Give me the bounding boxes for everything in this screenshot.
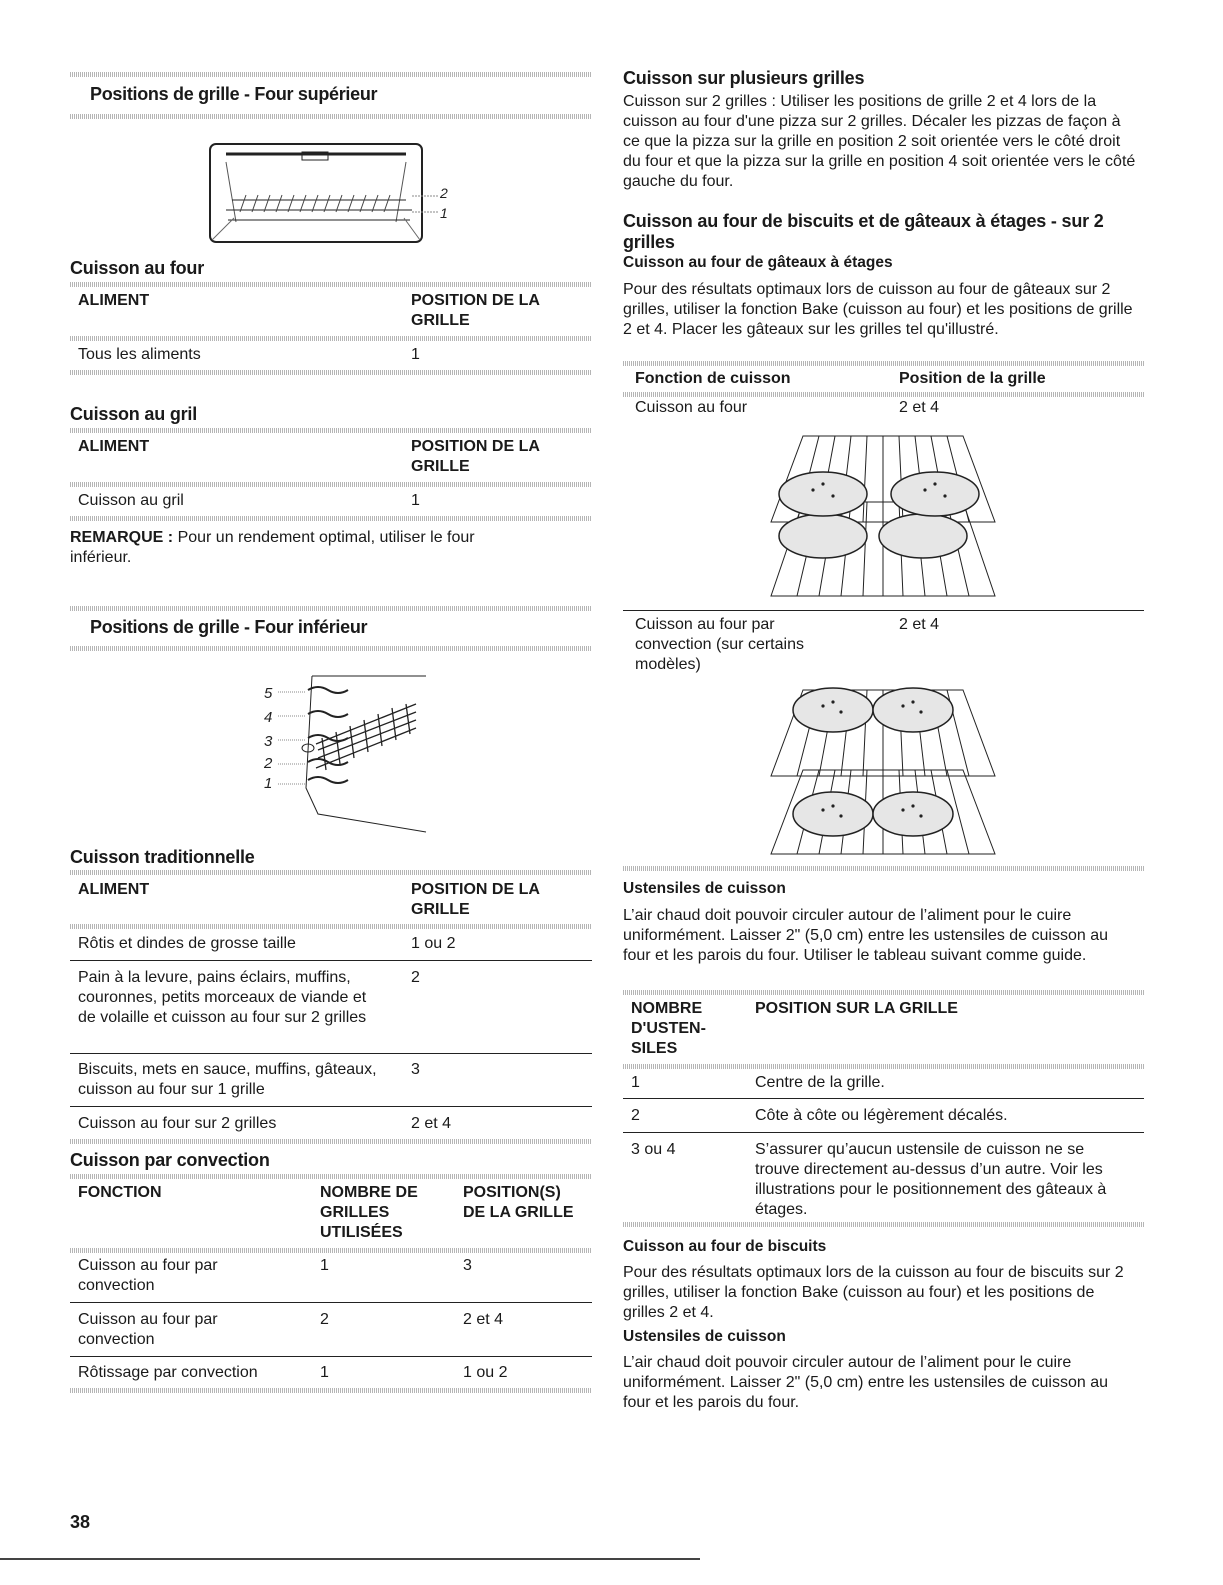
table-cell: 2 et 4: [411, 1115, 452, 1132]
divider: [70, 646, 592, 651]
rack-label: 3: [264, 733, 273, 750]
utensils-title: Ustensiles de cuisson: [623, 880, 786, 897]
table-cell: 3: [411, 1061, 420, 1078]
layer-cakes-title: Cuisson au four de biscuits et de gâteaux à étages - sur 2 grilles: [623, 211, 1104, 252]
divider: [70, 370, 592, 375]
page-number: 38: [70, 1512, 91, 1532]
col-header: FONCTION: [78, 1184, 162, 1201]
row-divider: [70, 1302, 592, 1303]
table-cell: 3 ou 4: [631, 1141, 676, 1158]
left-column: [70, 0, 592, 1500]
rack-label: 4: [264, 709, 273, 726]
table-cell: 3: [463, 1257, 472, 1274]
utensils2-text: L’air chaud doit pouvoir circuler autour de l’aliment pour le cuire uniformément. Laisser 2" (5,0 cm) entre les ustensiles de cuisson au four et les parois du four.: [623, 1354, 1109, 1411]
table-cell: 1: [411, 346, 420, 363]
divider: [70, 72, 592, 77]
table-cell: S’assurer qu’aucun ustensile de cuisson ne se trouve directement au-dessus d’un autre. Voir les illustrations pour le positionnement des gâteaux à étages.: [755, 1141, 1107, 1218]
col-header: ALIMENT: [78, 292, 150, 309]
table-cell: 2 et 4: [899, 399, 940, 416]
bake-title: Cuisson au four: [70, 258, 205, 278]
utensils2-title: Ustensiles de cuisson: [623, 1328, 786, 1345]
divider: [623, 392, 1144, 397]
table-cell: Pain à la levure, pains éclairs, muffins, couronnes, petits morceaux de viande et de volaille et cuisson au four sur 2 grilles: [78, 969, 367, 1026]
col-header: POSITION DE LA GRILLE: [411, 292, 540, 329]
divider: [70, 606, 592, 611]
divider: [70, 1174, 592, 1179]
lower-oven-diagram: [256, 668, 436, 838]
row-divider: [70, 1053, 592, 1054]
divider: [70, 870, 592, 875]
utensils-text: L’air chaud doit pouvoir circuler autour de l’aliment pour le cuire uniformément. Laisser 2" (5,0 cm) entre les ustensiles de cuisson au four et les parois du four. Utiliser le tableau suivant comme guide.: [623, 907, 1109, 964]
col-header: ALIMENT: [78, 881, 150, 898]
table-cell: Cuisson au four par convection: [78, 1257, 218, 1294]
table-cell: 1: [631, 1074, 640, 1091]
table-cell: 2 et 4: [899, 616, 940, 633]
layer-cakes-text: Pour des résultats optimaux lors de cuisson au four de gâteaux sur 2 grilles, utiliser la fonction Bake (cuisson au four) et les positions de grille 2 et 4. Placer les gâteaux sur les grilles tel qu'illustré.: [623, 281, 1133, 338]
lower-oven-title: Positions de grille - Four inférieur: [90, 617, 368, 637]
col-header: Fonction de cuisson: [635, 370, 791, 387]
cake-rack-illustration: [763, 432, 1003, 604]
divider: [623, 1064, 1144, 1069]
broil-title: Cuisson au gril: [70, 404, 198, 424]
table-cell: 1: [320, 1257, 329, 1274]
bottom-rule: [0, 1558, 700, 1560]
divider: [70, 516, 592, 521]
cookies-text: Pour des résultats optimaux lors de la cuisson au four de biscuits sur 2 grilles, utiliser la fonction Bake (cuisson au four) et les positions de grilles 2 et 4.: [623, 1264, 1124, 1321]
table-cell: Cuisson au four par convection (sur certains modèles): [635, 616, 804, 673]
divider: [70, 1139, 592, 1144]
col-header: ALIMENT: [78, 438, 150, 455]
table-cell: 1 ou 2: [411, 935, 456, 952]
table-cell: Cuisson au gril: [78, 492, 184, 509]
layer-cakes-subtitle: Cuisson au four de gâteaux à étages: [623, 254, 893, 271]
table-cell: Cuisson au four sur 2 grilles: [78, 1115, 277, 1132]
right-column: [623, 0, 1144, 1500]
divider: [70, 1248, 592, 1253]
divider: [70, 114, 592, 119]
divider: [70, 336, 592, 341]
note-text: Pour un rendement optimal, utiliser le four inférieur.: [70, 529, 475, 566]
divider: [70, 282, 592, 287]
rack-label: 1: [264, 775, 273, 792]
table-cell: 1 ou 2: [463, 1364, 508, 1381]
rack-label: 1: [440, 205, 448, 221]
col-header: NOMBRE DE GRILLES UTILISÉES: [320, 1184, 418, 1241]
cake-rack-illustration-convection: [763, 686, 1003, 858]
col-header: Position de la grille: [899, 370, 1046, 387]
col-header: POSITION SUR LA GRILLE: [755, 1000, 958, 1017]
row-divider: [70, 960, 592, 961]
col-header: POSITION DE LA GRILLE: [411, 881, 540, 918]
note: [70, 528, 540, 568]
table-cell: 2: [320, 1311, 329, 1328]
table-cell: Rôtis et dindes de grosse taille: [78, 935, 296, 952]
col-header: NOMBRE D'USTEN- SILES: [631, 1000, 706, 1057]
divider: [70, 1388, 592, 1393]
table-cell: Côte à côte ou légèrement décalés.: [755, 1107, 1008, 1124]
upper-oven-diagram: [206, 140, 456, 248]
table-cell: 2 et 4: [463, 1311, 504, 1328]
divider: [623, 1222, 1144, 1227]
table-cell: 2: [631, 1107, 640, 1124]
divider: [623, 990, 1144, 995]
row-divider: [70, 1106, 592, 1107]
upper-oven-title: Positions de grille - Four supérieur: [90, 84, 378, 104]
cookies-title: Cuisson au four de biscuits: [623, 1238, 827, 1255]
divider: [70, 924, 592, 929]
row-divider: [623, 610, 1144, 611]
rack-label: 5: [264, 685, 273, 702]
row-divider: [623, 1132, 1144, 1133]
row-divider: [623, 1098, 1144, 1099]
divider: [623, 361, 1144, 366]
note-label: REMARQUE :: [70, 529, 174, 546]
table-cell: 2: [411, 969, 420, 986]
rack-label: 2: [440, 185, 448, 201]
table-cell: Cuisson au four: [635, 399, 748, 416]
multi-rack-title: Cuisson sur plusieurs grilles: [623, 68, 865, 88]
col-header: POSITION DE LA GRILLE: [411, 438, 540, 475]
table-cell: Tous les aliments: [78, 346, 201, 363]
col-header: POSITION(S) DE LA GRILLE: [463, 1184, 574, 1221]
table-cell: 1: [320, 1364, 329, 1381]
table-cell: Cuisson au four par convection: [78, 1311, 218, 1348]
rack-label: 2: [264, 755, 273, 772]
table-cell: 1: [411, 492, 420, 509]
table-cell: Centre de la grille.: [755, 1074, 885, 1091]
traditional-title: Cuisson traditionnelle: [70, 847, 255, 867]
table-cell: Biscuits, mets en sauce, muffins, gâteaux, cuisson au four sur 1 grille: [78, 1061, 377, 1098]
divider: [623, 866, 1144, 871]
multi-rack-text: Cuisson sur 2 grilles : Utiliser les positions de grille 2 et 4 lors de la cuisson au four d'une pizza sur 2 grilles. Décaler les pizzas de façon à ce que la pizza sur la grille en position 2 soit orientée vers le côté droit du four et que la pizza sur la grille en position 4 soit orientée vers le côté gauche du four.: [623, 93, 1136, 190]
table-cell: Rôtissage par convection: [78, 1364, 258, 1381]
divider: [70, 482, 592, 487]
row-divider: [70, 1356, 592, 1357]
divider: [70, 428, 592, 433]
convection-title: Cuisson par convection: [70, 1150, 270, 1170]
